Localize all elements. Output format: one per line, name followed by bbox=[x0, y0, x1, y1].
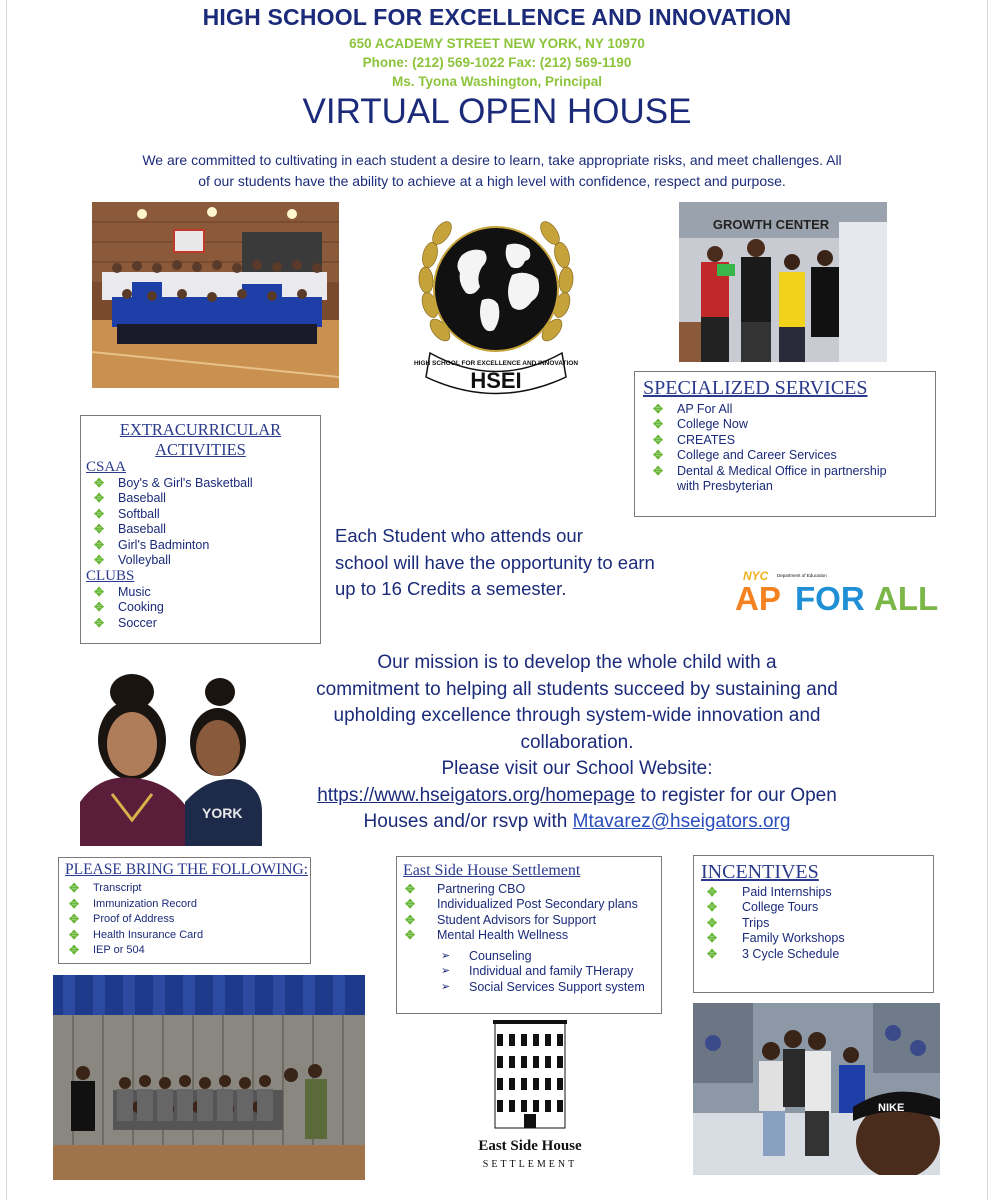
clubs-label: CLUBS bbox=[86, 568, 135, 584]
cap-text: NIKE bbox=[878, 1102, 905, 1114]
esh-logo-name: East Side House bbox=[478, 1138, 582, 1154]
bullet-icon: ✥ bbox=[69, 943, 80, 958]
please-bring-heading: PLEASE BRING THE FOLLOWING: bbox=[65, 861, 308, 878]
list-item: ✥ Softball bbox=[94, 506, 160, 521]
logo-seal-text: HIGH SCHOOL FOR EXCELLENCE AND INNOVATION bbox=[413, 360, 579, 367]
arrow-bullet-icon: ➢ bbox=[441, 980, 451, 993]
apforall-logo bbox=[735, 568, 950, 618]
list-item: ✥ Music bbox=[94, 585, 151, 599]
incentives-list bbox=[699, 885, 929, 962]
list-item: ✥ 3 Cycle Schedule bbox=[707, 946, 840, 961]
school-phone-fax: Phone: (212) 569-1022 Fax: (212) 569-1190 bbox=[362, 55, 632, 70]
list-item: ✥ Girl's Badminton bbox=[94, 537, 210, 552]
bullet-icon: ✥ bbox=[94, 553, 105, 568]
bullet-icon: ✥ bbox=[653, 463, 664, 478]
intro-line: We are committed to cultivating in each student a desire to learn, take appropriate risks, and meet challenges. All bbox=[142, 152, 842, 168]
school-name: HIGH SCHOOL FOR EXCELLENCE AND INNOVATION bbox=[202, 4, 792, 30]
bullet-icon: ✥ bbox=[69, 896, 80, 911]
list-item: ✥ Volleyball bbox=[94, 553, 171, 568]
east-side-house-heading: East Side House Settlement bbox=[403, 862, 581, 879]
nyc-logo-text: NYC bbox=[743, 569, 769, 583]
list-item: ✥ Family Workshops bbox=[707, 931, 845, 946]
list-item: ✥ AP For All bbox=[653, 402, 733, 416]
csaa-label: CSAA bbox=[86, 459, 127, 475]
stage-team-photo bbox=[53, 975, 365, 1180]
list-item: ✥ Dental & Medical Office in partnership bbox=[653, 463, 887, 478]
list-item: ✥ Proof of Address bbox=[69, 912, 175, 927]
list-item: ✥ Health Insurance Card bbox=[69, 927, 204, 942]
list-item: ✥ Immunization Record bbox=[69, 896, 197, 911]
intro-text bbox=[112, 150, 872, 192]
specialized-services-list bbox=[645, 402, 935, 494]
please-bring-box bbox=[58, 857, 311, 964]
intro-line: of our students have the ability to achieve at a high level with confidence, respect and purpose. bbox=[198, 173, 786, 189]
website-line: https://www.hseigators.org/homepage to register for our Open bbox=[317, 784, 837, 806]
mission-statement: Our mission is to develop the whole child with a commitment to helping all students succeed by sustaining and upholding excellence through system-wide innovation and collaboration. Please visit our School Website: https://www.hseigators.org/homepage to register for our Open Houses and/or rsvp with Mtavarez@hseigators.org bbox=[272, 650, 882, 836]
list-item: ✥ Transcript bbox=[69, 881, 142, 895]
bullet-icon: ✥ bbox=[653, 402, 664, 416]
ap-text: AP bbox=[735, 580, 781, 617]
bullet-icon: ✥ bbox=[653, 417, 664, 432]
list-item: ✥ Partnering CBO bbox=[405, 882, 526, 896]
east-side-house-box bbox=[396, 856, 662, 1014]
students-photo bbox=[80, 662, 262, 846]
bullet-icon: ✥ bbox=[94, 600, 105, 615]
bullet-icon: ✥ bbox=[707, 900, 718, 915]
event-title: VIRTUAL OPEN HOUSE bbox=[302, 92, 692, 131]
bullet-icon: ✥ bbox=[69, 881, 80, 895]
for-text: FOR bbox=[795, 580, 865, 617]
bullet-icon: ✥ bbox=[69, 912, 80, 927]
shirt-text: YORK bbox=[202, 805, 243, 821]
page-edge-left bbox=[6, 0, 7, 1200]
mental-health-sublist bbox=[397, 949, 659, 995]
csaa-list bbox=[86, 476, 316, 568]
list-item: ✥ Trips bbox=[707, 915, 770, 930]
bullet-icon: ✥ bbox=[707, 885, 718, 899]
credits-text: Each Student who attends our school will have the opportunity to earn up to 16 Credits a semester. bbox=[335, 525, 655, 599]
extracurricular-box bbox=[80, 415, 321, 644]
list-item: ➢ Counseling bbox=[441, 949, 532, 963]
bullet-icon: ✥ bbox=[405, 882, 416, 896]
extracurricular-heading: EXTRACURRICULAR ACTIVITIES bbox=[119, 420, 282, 459]
street-selfie-photo bbox=[693, 1003, 940, 1175]
please-bring-list bbox=[61, 881, 306, 959]
list-item: ➢ Social Services Support system bbox=[441, 979, 645, 994]
gym-group-photo bbox=[92, 202, 339, 388]
incentives-box bbox=[693, 855, 934, 993]
bullet-icon: ✥ bbox=[94, 491, 105, 506]
arrow-bullet-icon: ➢ bbox=[441, 965, 451, 978]
specialized-services-heading: SPECIALIZED SERVICES bbox=[643, 377, 868, 399]
bullet-icon: ✥ bbox=[653, 448, 664, 463]
list-item: ✥ Cooking bbox=[94, 600, 164, 615]
list-item: ✥ Baseball bbox=[94, 522, 166, 537]
list-item: ✥ Student Advisors for Support bbox=[405, 912, 597, 927]
bullet-icon: ✥ bbox=[707, 946, 718, 961]
east-side-house-logo bbox=[455, 1020, 605, 1175]
growth-center-photo bbox=[679, 202, 887, 362]
list-item: ✥ Individualized Post Secondary plans bbox=[405, 897, 638, 912]
bullet-icon: ✥ bbox=[69, 927, 80, 942]
list-item: ✥ IEP or 504 bbox=[69, 943, 145, 958]
growth-center-sign: GROWTH CENTER bbox=[712, 217, 830, 232]
logo-initials: HSEI bbox=[470, 368, 522, 393]
all-text: ALL bbox=[874, 580, 939, 617]
bullet-icon: ✥ bbox=[653, 432, 664, 447]
list-item: ✥ CREATES bbox=[653, 432, 736, 447]
list-item: ✥ Soccer bbox=[94, 615, 157, 630]
doe-text: Department of Education bbox=[777, 573, 827, 578]
list-item: ✥ College Now bbox=[653, 417, 748, 432]
school-address: 650 ACADEMY STREET NEW YORK, NY 10970 bbox=[349, 36, 645, 51]
bullet-icon: ✥ bbox=[94, 615, 105, 630]
list-item: ➢ Individual and family THerapy bbox=[441, 964, 634, 979]
rsvp-line: Houses and/or rsvp with Mtavarez@hseigators.org bbox=[363, 811, 791, 832]
bullet-icon: ✥ bbox=[707, 915, 718, 930]
rsvp-email-link[interactable]: Mtavarez@hseigators.org bbox=[572, 811, 791, 832]
hsei-logo bbox=[412, 205, 580, 400]
school-website-link[interactable]: https://www.hseigators.org/homepage bbox=[317, 784, 636, 806]
bullet-icon: ✥ bbox=[94, 506, 105, 521]
bullet-icon: ✥ bbox=[94, 537, 105, 552]
list-item: ✥ Mental Health Wellness bbox=[405, 928, 569, 943]
bullet-icon: ✥ bbox=[94, 522, 105, 537]
bullet-icon: ✥ bbox=[94, 585, 105, 599]
bullet-icon: ✥ bbox=[405, 897, 416, 912]
clubs-list bbox=[86, 585, 316, 631]
list-item: ✥ Baseball bbox=[94, 491, 166, 506]
bullet-icon: ✥ bbox=[405, 928, 416, 943]
bullet-icon: ✥ bbox=[405, 912, 416, 927]
arrow-bullet-icon: ➢ bbox=[441, 950, 451, 962]
east-side-house-list bbox=[397, 882, 659, 944]
esh-logo-sub: SETTLEMENT bbox=[482, 1159, 578, 1170]
incentives-heading: INCENTIVES bbox=[701, 861, 819, 883]
list-item: ✥ College and Career Services bbox=[653, 448, 837, 463]
page-edge-right bbox=[987, 0, 988, 1200]
list-item: with Presbyterian bbox=[677, 479, 773, 494]
bullet-icon: ✥ bbox=[94, 476, 105, 490]
principal-name: Ms. Tyona Washington, Principal bbox=[391, 74, 602, 89]
bullet-icon: ✥ bbox=[707, 931, 718, 946]
list-item: ✥ College Tours bbox=[707, 900, 819, 915]
list-item: ✥ Boy's & Girl's Basketball bbox=[94, 476, 253, 490]
list-item: ✥ Paid Internships bbox=[707, 885, 832, 899]
specialized-services-box bbox=[634, 371, 936, 517]
